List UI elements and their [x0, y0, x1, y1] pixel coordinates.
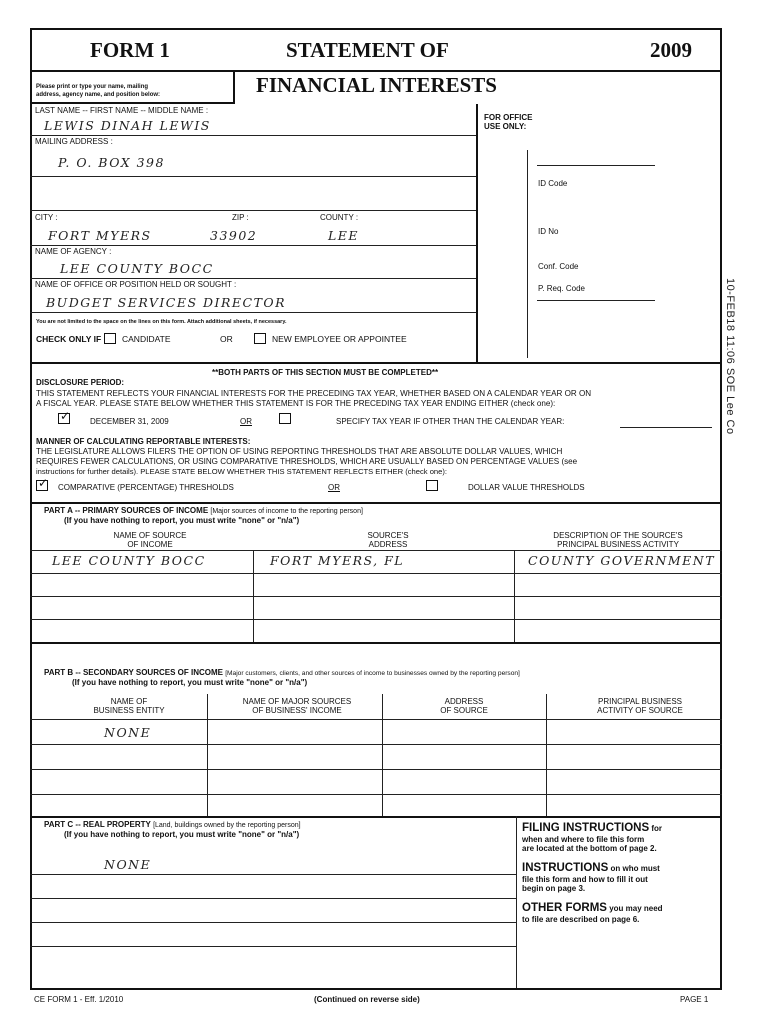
filing-instructions-text-2: are located at the bottom of page 2.	[522, 844, 657, 853]
part-a-col1-line2: OF INCOME	[127, 540, 173, 549]
mailing-label: MAILING ADDRESS :	[35, 137, 113, 146]
part-a-col-divider-2	[514, 550, 515, 642]
part-a-col2-line2: ADDRESS	[368, 540, 408, 549]
part-b-col1-header	[54, 697, 204, 715]
part-a-col1-line1: NAME OF SOURCE	[113, 531, 187, 540]
other-forms-text-1: to file are described on page 6.	[522, 915, 640, 924]
statement-title-line1: STATEMENT OF	[286, 38, 449, 62]
part-c-row-rule-2	[30, 898, 516, 899]
mailing-value: P. O. BOX 398	[58, 155, 165, 170]
id-no-label: ID No	[538, 227, 559, 236]
p-req-code-rule	[537, 300, 655, 301]
statement-title-line2: FINANCIAL INTERESTS	[256, 73, 497, 97]
other-forms-heading	[522, 902, 718, 915]
part-b-col-divider-1	[207, 694, 208, 816]
space-note: You are not limited to the space on the lines on this form. Attach additional sheets, if necessary.	[36, 319, 287, 325]
period-or-label: OR	[240, 417, 252, 426]
city-value: FORT MYERS	[48, 228, 152, 243]
id-code-label: ID Code	[538, 179, 568, 188]
part-c-title	[44, 820, 301, 830]
part-a-col2-header	[288, 531, 488, 549]
zip-value: 33902	[210, 228, 258, 243]
office-use-line1: FOR OFFICE	[484, 113, 533, 122]
footer-page: PAGE 1	[680, 995, 709, 1004]
mailing-line-1	[30, 176, 476, 177]
new-employee-label: NEW EMPLOYEE OR APPOINTEE	[272, 334, 407, 344]
disclosure-period-title: DISCLOSURE PERIOD:	[36, 378, 125, 387]
specify-year-checkbox[interactable]	[279, 413, 291, 424]
county-value: LEE	[328, 228, 360, 243]
instructions-text-2: begin on page 3.	[522, 884, 586, 893]
instructions-title: INSTRUCTIONS	[522, 862, 609, 874]
name-line	[30, 135, 476, 136]
part-b-col-divider-3	[546, 694, 547, 816]
form-year: 2009	[650, 38, 692, 62]
part-a-subtitle: (If you have nothing to report, you must write "none" or "n/a")	[64, 516, 300, 525]
part-a-col1-header	[60, 531, 240, 549]
part-c-col-divider	[516, 816, 517, 988]
part-a-row-rule-3	[30, 619, 722, 620]
city-label: CITY :	[35, 213, 58, 222]
part-c-row-rule-4	[30, 946, 516, 947]
specify-year-label: SPECIFY TAX YEAR IF OTHER THAN THE CALENDAR YEAR:	[336, 417, 565, 426]
part-b-subtitle: (If you have nothing to report, you must write "none" or "n/a")	[72, 678, 308, 687]
part-b-col4-line2: ACTIVITY OF SOURCE	[597, 706, 683, 715]
part-a-header-rule	[30, 550, 722, 551]
instructions-heading	[522, 862, 718, 875]
part-c-title-note: [Land, buildings owned by the reporting person]	[153, 822, 301, 829]
part-b-col1-line1: NAME OF	[110, 697, 148, 706]
filing-instructions-for: for	[651, 824, 663, 833]
other-forms-on: you may need	[609, 904, 663, 913]
instructions-box	[522, 822, 718, 924]
comparative-label: COMPARATIVE (PERCENTAGE) THRESHOLDS	[58, 483, 234, 492]
footer-continued: (Continued on reverse side)	[314, 995, 420, 1004]
comparative-check-icon: ✓	[38, 476, 49, 490]
part-b-col3-line1: ADDRESS	[444, 697, 484, 706]
new-employee-checkbox[interactable]	[254, 333, 266, 344]
period-text-2: A FISCAL YEAR. PLEASE STATE BELOW WHETHER THIS STATEMENT IS FOR THE PRECEDING TAX YEAR ENDING EITHER (check one):	[36, 399, 556, 408]
manner-text-3: instructions for further details). PLEASE STATE BELOW WHETHER THIS STATEMENT REFLECTS EITHER (check one):	[36, 467, 448, 476]
check-only-if-label: CHECK ONLY IF	[36, 334, 102, 344]
part-c-top-rule	[30, 816, 722, 818]
candidate-checkbox[interactable]	[104, 333, 116, 344]
part-b-row-rule-2	[30, 769, 722, 770]
part-b-row-rule-1	[30, 744, 722, 745]
office-use-label	[484, 113, 532, 131]
candidate-label: CANDIDATE	[122, 334, 171, 344]
part-b-title-text: PART B -- SECONDARY SOURCES OF INCOME	[44, 668, 223, 677]
part-b-col3-line2: OF SOURCE	[440, 706, 488, 715]
part-a-title-note: [Major sources of income to the reporting person]	[210, 508, 363, 515]
filing-instructions-title: FILING INSTRUCTIONS	[522, 822, 650, 834]
name-value: LEWIS DINAH LEWIS	[44, 118, 211, 133]
footer-form-id: CE FORM 1 - Eff. 1/2010	[34, 995, 124, 1004]
print-instructions-line2: address, agency name, and position below:	[36, 92, 161, 98]
county-label: COUNTY :	[320, 213, 359, 222]
dollar-value-checkbox[interactable]	[426, 480, 438, 491]
office-line	[30, 312, 476, 313]
form-title: FORM 1	[90, 38, 170, 62]
mailing-line-2	[30, 210, 476, 211]
part-a-row1-address: FORT MYERS, FL	[270, 553, 405, 568]
filing-instructions-text-1: when and where to file this form	[522, 835, 645, 844]
manner-title: MANNER OF CALCULATING REPORTABLE INTERESTS:	[36, 437, 251, 446]
filing-instructions-heading	[522, 822, 718, 835]
part-b-col4-line1: PRINCIPAL BUSINESS	[597, 697, 683, 706]
manner-text-1: THE LEGISLATURE ALLOWS FILERS THE OPTION OF USING REPORTING THRESHOLDS THAT ARE ABSOLUTE DOLLAR VALUES, WHICH	[36, 447, 563, 456]
part-b-row-rule-3	[30, 794, 722, 795]
office-use-inner-divider	[527, 150, 528, 358]
print-instructions-line1: Please print or type your name, mailing	[36, 84, 149, 90]
part-b-col2-header	[210, 697, 384, 715]
part-a-col-divider-1	[253, 550, 254, 642]
part-b-col3-header	[384, 697, 544, 715]
office-label: NAME OF OFFICE OR POSITION HELD OR SOUGHT :	[35, 280, 237, 289]
part-a-row1-activity: COUNTY GOVERNMENT	[528, 553, 716, 568]
part-a-row-rule-1	[30, 573, 722, 574]
part-c-first-entry: NONE	[104, 857, 152, 872]
part-b-col2-line2: OF BUSINESS' INCOME	[252, 706, 342, 715]
name-label: LAST NAME -- FIRST NAME -- MIDDLE NAME :	[35, 106, 209, 115]
part-b-top-rule	[30, 642, 722, 644]
other-forms-title: OTHER FORMS	[522, 902, 607, 914]
agency-label: NAME OF AGENCY :	[35, 247, 112, 256]
part-b-col4-header	[560, 697, 720, 715]
part-c-row-rule-1	[30, 874, 516, 875]
part-a-top-rule	[30, 502, 722, 504]
part-b-col-divider-2	[382, 694, 383, 816]
part-a-title	[44, 506, 363, 516]
period-text-1: THIS STATEMENT REFLECTS YOUR FINANCIAL INTERESTS FOR THE PRECEDING TAX YEAR, WHETHER BASED ON A CALENDAR YEAR OR ON	[36, 389, 592, 398]
check-or-label: OR	[220, 334, 233, 344]
part-b-title-note: [Major customers, clients, and other sources of income to businesses owned by the reporting person]	[225, 670, 520, 677]
part-c-row-rule-3	[30, 922, 516, 923]
part-a-col2-line1: SOURCE'S	[367, 531, 409, 540]
instructions-text-1: file this form and how to fill it out	[522, 875, 648, 884]
agency-line	[30, 278, 476, 279]
conf-code-label: Conf. Code	[538, 262, 579, 271]
p-req-code-label: P. Req. Code	[538, 284, 585, 293]
instructions-on: on who must	[610, 864, 660, 873]
disclosure-top-rule	[30, 362, 722, 364]
office-use-divider	[476, 104, 478, 364]
calendar-year-check-icon: ✓	[60, 409, 71, 423]
part-c-subtitle: (If you have nothing to report, you must write "none" or "n/a")	[64, 830, 300, 839]
part-b-title	[44, 668, 520, 678]
office-value: BUDGET SERVICES DIRECTOR	[46, 295, 287, 310]
both-parts-note: **BOTH PARTS OF THIS SECTION MUST BE COMPLETED**	[212, 368, 439, 377]
part-b-first-entry: NONE	[104, 725, 152, 740]
calendar-year-label: DECEMBER 31, 2009	[90, 417, 169, 426]
specify-year-field[interactable]	[620, 427, 712, 428]
part-a-col3-header	[518, 531, 718, 549]
agency-value: LEE COUNTY BOCC	[60, 261, 214, 276]
zip-label: ZIP :	[232, 213, 249, 222]
part-a-row-rule-2	[30, 596, 722, 597]
part-a-col3-line2: PRINCIPAL BUSINESS ACTIVITY	[557, 540, 679, 549]
part-b-col2-line1: NAME OF MAJOR SOURCES	[242, 697, 352, 706]
office-use-top-rule	[537, 165, 655, 166]
part-a-col3-line1: DESCRIPTION OF THE SOURCE'S	[553, 531, 683, 540]
part-c-title-text: PART C -- REAL PROPERTY	[44, 820, 151, 829]
office-use-line2: USE ONLY:	[484, 122, 527, 131]
part-a-title-text: PART A -- PRIMARY SOURCES OF INCOME	[44, 506, 209, 515]
part-b-col1-line2: BUSINESS ENTITY	[93, 706, 165, 715]
received-stamp: 10-FEB18 11:06 SOE Lee Co	[724, 278, 736, 435]
part-a-row1-name: LEE COUNTY BOCC	[52, 553, 206, 568]
dollar-value-label: DOLLAR VALUE THRESHOLDS	[468, 483, 585, 492]
manner-or-label: OR	[328, 483, 340, 492]
part-b-header-rule	[30, 719, 722, 720]
manner-text-2: REQUIRES FEWER CALCULATIONS, OR USING COMPARATIVE THRESHOLDS, WHICH ARE USUALLY BASED ON PERCENTAGE VALUES (see	[36, 457, 578, 466]
city-line	[30, 245, 476, 246]
